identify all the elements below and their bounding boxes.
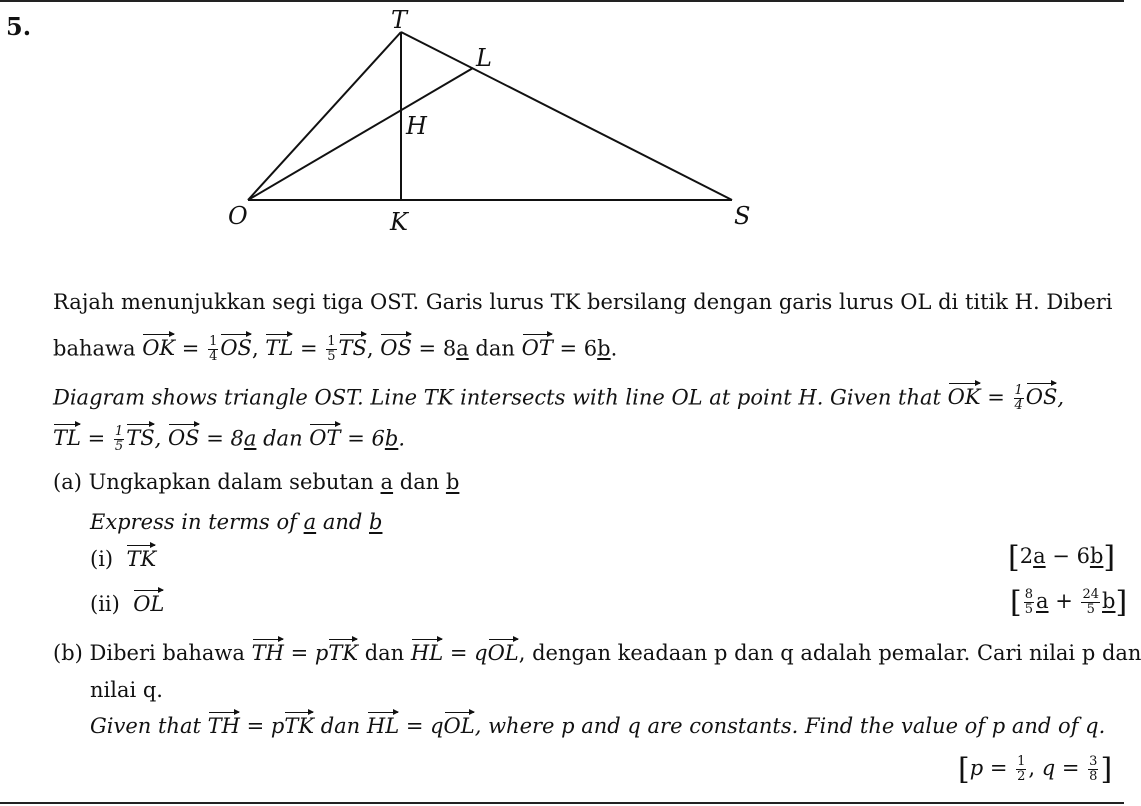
part-a-item-ii: (ii) OL <box>90 592 165 616</box>
part-b-english: Given that TH = pTK dan HL = qOL, where p and q are constants. Find the value of p and of q. <box>90 714 1106 738</box>
intro-malay-line2: bahawa OK = $\frac{1}{4}$ OS, TL = $\frac{1}{5}$ TS, OS = 8a dan OT = 6b. <box>53 334 618 365</box>
side-TS <box>401 32 732 200</box>
question-number: 5. <box>6 12 32 41</box>
part-b-malay-line1: (b) Diberi bahawa TH = pTK dan HL = qOL, dengan keadaan p dan q adalah pemalar. Cari nilai p dan <box>53 641 1141 665</box>
part-b-malay-line2: nilai q. <box>90 678 163 702</box>
intro-english-line1: Diagram shows triangle OST. Line TK intersects with line OL at point H. Given that OK = $\frac{1}{4}$ OS, <box>53 383 1065 414</box>
intro-malay-line1: Rajah menunjukkan segi tiga OST. Garis lurus TK bersilang dengan garis lurus OL di titik H. Diberi <box>53 290 1113 314</box>
part-a-malay: (a) Ungkapkan dalam sebutan a dan b <box>53 470 460 494</box>
line-OL <box>248 68 473 200</box>
label-K: K <box>390 208 408 236</box>
side-OT <box>248 32 401 200</box>
label-S: S <box>734 202 751 230</box>
label-T: T <box>391 6 408 34</box>
part-a-english: Express in terms of a and b <box>90 510 383 534</box>
label-L: L <box>476 44 492 72</box>
intro-english-line2: TL = $\frac{1}{5}$ TS, OS = 8a dan OT = 6b. <box>53 424 405 455</box>
answer-a-i: [2a − 6b] <box>1008 540 1116 575</box>
label-O: O <box>228 202 248 230</box>
triangle-diagram <box>0 0 1124 260</box>
part-a-item-i: (i) TK <box>90 547 157 571</box>
answer-a-ii: [ $\frac{8}{5}$ a + $\frac{24}{5}$ b] <box>1010 585 1128 620</box>
answer-b: [p = $\frac{1}{2}$ , q = $\frac{3}{8}$ ] <box>958 752 1113 787</box>
bottom-rule <box>0 802 1124 804</box>
label-H: H <box>406 112 427 140</box>
